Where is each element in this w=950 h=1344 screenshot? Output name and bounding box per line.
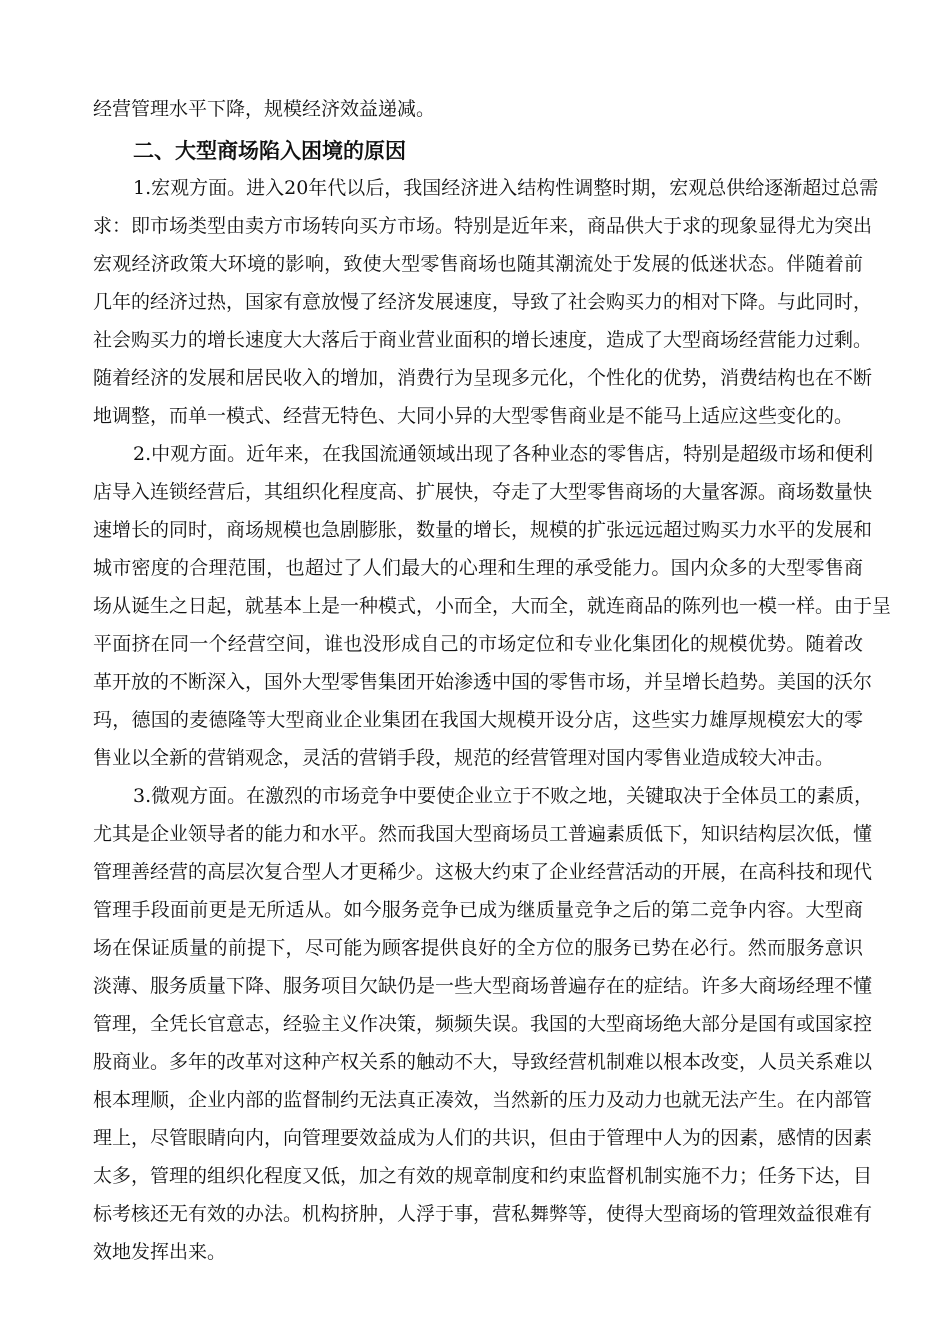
text-line: 玛，德国的麦德隆等大型商业企业集团在我国大规模开设分店，这些实力雄厚规模宏大的零: [93, 709, 863, 731]
text-line: 股商业。多年的改革对这种产权关系的触动不大，导致经营机制难以根本改变，人员关系难以: [93, 1051, 873, 1073]
text-line: 几年的经济过热，国家有意放慢了经济发展速度，导致了社会购买力的相对下降。与此同时，: [93, 291, 873, 313]
text-line: 管理善经营的高层次复合型人才更稀少。这极大约束了企业经营活动的开展，在高科技和现代: [93, 861, 873, 883]
text-line: 地调整，而单一模式、经营无特色、大同小异的大型零售商业是不能马上适应这些变化的。: [93, 405, 854, 427]
text-line: 淡薄、服务质量下降、服务项目欠缺仍是一些大型商场普遍存在的症结。许多大商场经理不懂: [93, 975, 873, 997]
text-line: 经营管理水平下降，规模经济效益递减。: [93, 98, 436, 120]
text-line: 场从诞生之日起，就基本上是一种模式，小而全，大而全，就连商品的陈列也一模一样。由于呈: [93, 595, 892, 617]
text-line: 革开放的不断深入，国外大型零售集团开始渗透中国的零售市场，并呈增长趋势。美国的沃尔: [93, 671, 873, 693]
text-line: 尤其是企业领导者的能力和水平。然而我国大型商场员工普遍素质低下，知识结构层次低，懂: [93, 823, 873, 845]
text-line: 理上，尽管眼睛向内，向管理要效益成为人们的共识，但由于管理中人为的因素，感情的因素: [93, 1127, 873, 1149]
text-line: 标考核还无有效的办法。机构挤肿，人浮于事，营私舞弊等，使得大型商场的管理效益很难有: [93, 1203, 873, 1225]
text-line: 店导入连锁经营后，其组织化程度高、扩展快，夺走了大型零售商场的大量客源。商场数量快: [93, 481, 873, 503]
text-line: 售业以全新的营销观念，灵活的营销手段，规范的经营管理对国内零售业造成较大冲击。: [93, 747, 835, 769]
text-line: 社会购买力的增长速度大大落后于商业营业面积的增长速度，造成了大型商场经营能力过剩。: [93, 329, 873, 351]
text-line: 求：即市场类型由卖方市场转向买方市场。特别是近年来，商品供大于求的现象显得尤为突出: [93, 215, 873, 237]
text-line: 平面挤在同一个经营空间，谁也没形成自己的市场定位和专业化集团化的规模优势。随着改: [93, 633, 863, 655]
text-line: 根本理顺，企业内部的监督制约无法真正凑效，当然新的压力及动力也就无法产生。在内部管: [93, 1089, 873, 1111]
text-line: 效地发挥出来。: [93, 1241, 227, 1263]
text-line: 管理，全凭长官意志，经验主义作决策，频频失误。我国的大型商场绝大部分是国有或国家控: [93, 1013, 873, 1035]
text-line: 1.宏观方面。进入20年代以后，我国经济进入结构性调整时期，宏观总供给逐渐超过总需: [133, 177, 879, 199]
text-line: 城市密度的合理范围，也超过了人们最大的心理和生理的承受能力。国内众多的大型零售商: [93, 557, 863, 579]
text-line: 太多，管理的组织化程度又低，加之有效的规章制度和约束监督机制实施不力；任务下达，目: [93, 1165, 873, 1187]
section-heading: 二、大型商场陷入困境的原因: [133, 139, 406, 163]
text-line: 3.微观方面。在激烈的市场竞争中要使企业立于不败之地，关键取决于全体员工的素质，: [133, 785, 874, 807]
text-line: 速增长的同时，商场规模也急剧膨胀，数量的增长，规模的扩张远远超过购买力水平的发展和: [93, 519, 873, 541]
text-line: 随着经济的发展和居民收入的增加，消费行为呈现多元化，个性化的优势，消费结构也在不断: [93, 367, 873, 389]
text-line: 管理手段面前更是无所适从。如今服务竞争已成为继质量竞争之后的第二竞争内容。大型商: [93, 899, 863, 921]
text-line: 宏观经济政策大环境的影响，致使大型零售商场也随其潮流处于发展的低迷状态。伴随着前: [93, 253, 863, 275]
text-line: 2.中观方面。近年来，在我国流通领域出现了各种业态的零售店，特别是超级市场和便利: [133, 443, 874, 465]
text-line: 场在保证质量的前提下，尽可能为顾客提供良好的全方位的服务已势在必行。然而服务意识: [93, 937, 863, 959]
